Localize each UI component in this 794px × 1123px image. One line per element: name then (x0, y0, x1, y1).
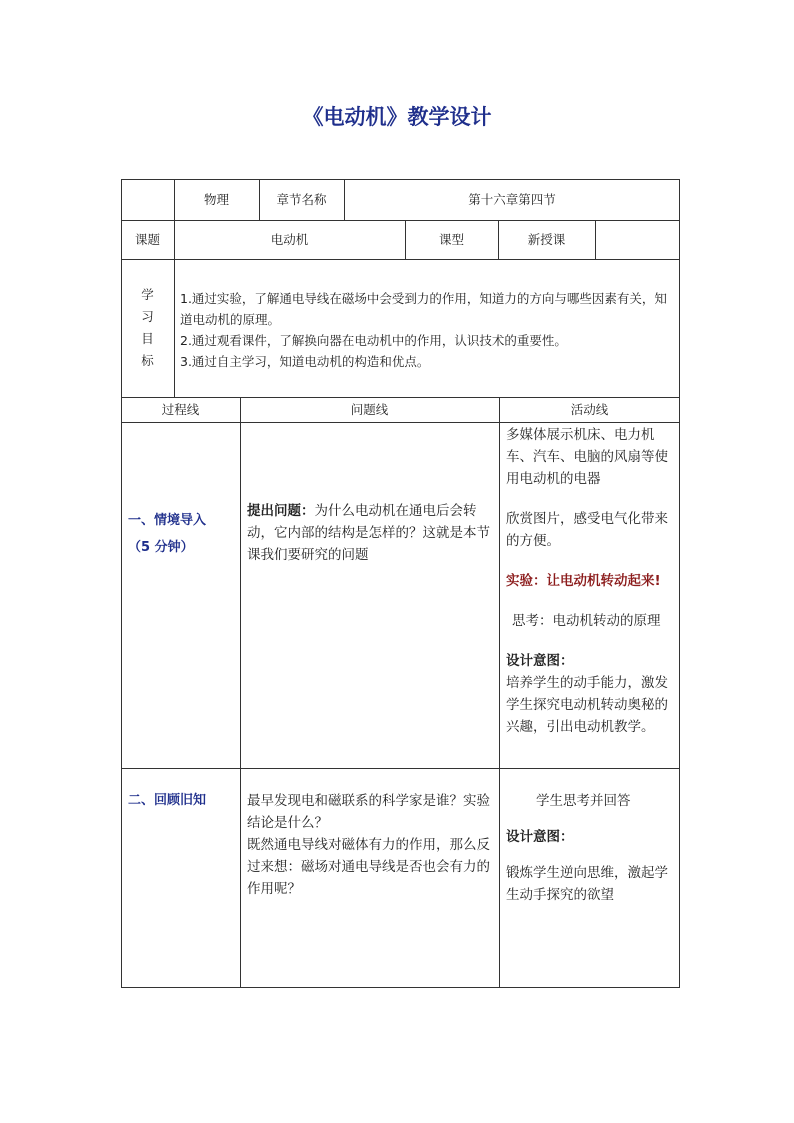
design-text: 锻炼学生逆向思维，激起学生动手探究的欲望 (506, 865, 668, 903)
design-text: 培养学生的动手能力，激发学生探究电动机转动奥秘的兴趣，引出电动机教学。 (506, 675, 668, 735)
objectives-label-char: 习 (141, 309, 154, 324)
objective-item: 2.通过观看课件，了解换向器在电动机中的作用，认识技术的重要性。 (180, 333, 567, 348)
activity-intro: 多媒体展示机床、电力机车、汽车、电脑的风扇等使用电动机的电器 (506, 427, 668, 487)
section2-questions (247, 790, 494, 900)
review-question: 最早发现电和磁联系的科学家是谁？实验结论是什么？ (247, 793, 490, 831)
type-value: 新授课 (527, 231, 566, 247)
question-column-header: 问题线 (350, 401, 389, 417)
review-question: 既然通电导线对磁体有力的作用，那么反过来想：磁场对通电导线是否也会有力的作用呢？ (247, 837, 490, 897)
objectives-list (180, 288, 674, 372)
activity-column-header: 活动线 (570, 401, 609, 417)
question-prefix: 提出问题： (247, 503, 315, 519)
section1-activity (506, 424, 677, 738)
design-label: 设计意图： (506, 653, 574, 669)
activity-view: 欣赏图片，感受电气化带来的方便。 (506, 511, 668, 549)
think-text: 思考：电动机转动的原理 (512, 613, 661, 629)
section1-duration: （5 分钟） (128, 540, 194, 555)
section1-question (247, 500, 494, 566)
section1-heading: 一、情境导入 (128, 513, 207, 528)
col-divider (174, 259, 175, 397)
design-label: 设计意图： (506, 829, 574, 845)
col-divider (240, 397, 241, 988)
section2-activity (506, 790, 677, 906)
objectives-label-char: 目 (141, 331, 154, 346)
objectives-label-char: 学 (141, 287, 154, 302)
chapter-label: 章节名称 (276, 191, 327, 207)
row-divider (121, 259, 680, 260)
objectives-label-char: 标 (141, 353, 154, 368)
chapter-value: 第十六章第四节 (468, 191, 556, 207)
experiment-label: 实验：让电动机转动起来! (506, 573, 661, 589)
col-divider (595, 220, 596, 259)
lesson-value: 电动机 (270, 231, 309, 247)
type-label: 课型 (438, 231, 464, 247)
lesson-label: 课题 (134, 231, 160, 247)
objectives-label (121, 259, 174, 397)
section2-heading: 二、回顾旧知 (128, 793, 207, 808)
document-title: 《电动机》教学设计 (302, 104, 492, 129)
objective-item: 3.通过自主学习，知道电动机的构造和优点。 (180, 354, 430, 369)
activity-answer: 学生思考并回答 (536, 793, 631, 809)
objective-item: 1.通过实验，了解通电导线在磁场中会受到力的作用，知道力的方向与哪些因素有关，知道电动机的原理。 (180, 291, 667, 327)
subject-cell: 物理 (203, 191, 229, 207)
process-column-header: 过程线 (161, 401, 200, 417)
row-divider (121, 422, 680, 423)
row-divider (121, 768, 680, 769)
question-text: 为什么电动机在通电后会转动，它内部的结构是怎样的？这就是本节课我们要研究的问题 (247, 503, 490, 563)
col-divider (499, 397, 500, 988)
